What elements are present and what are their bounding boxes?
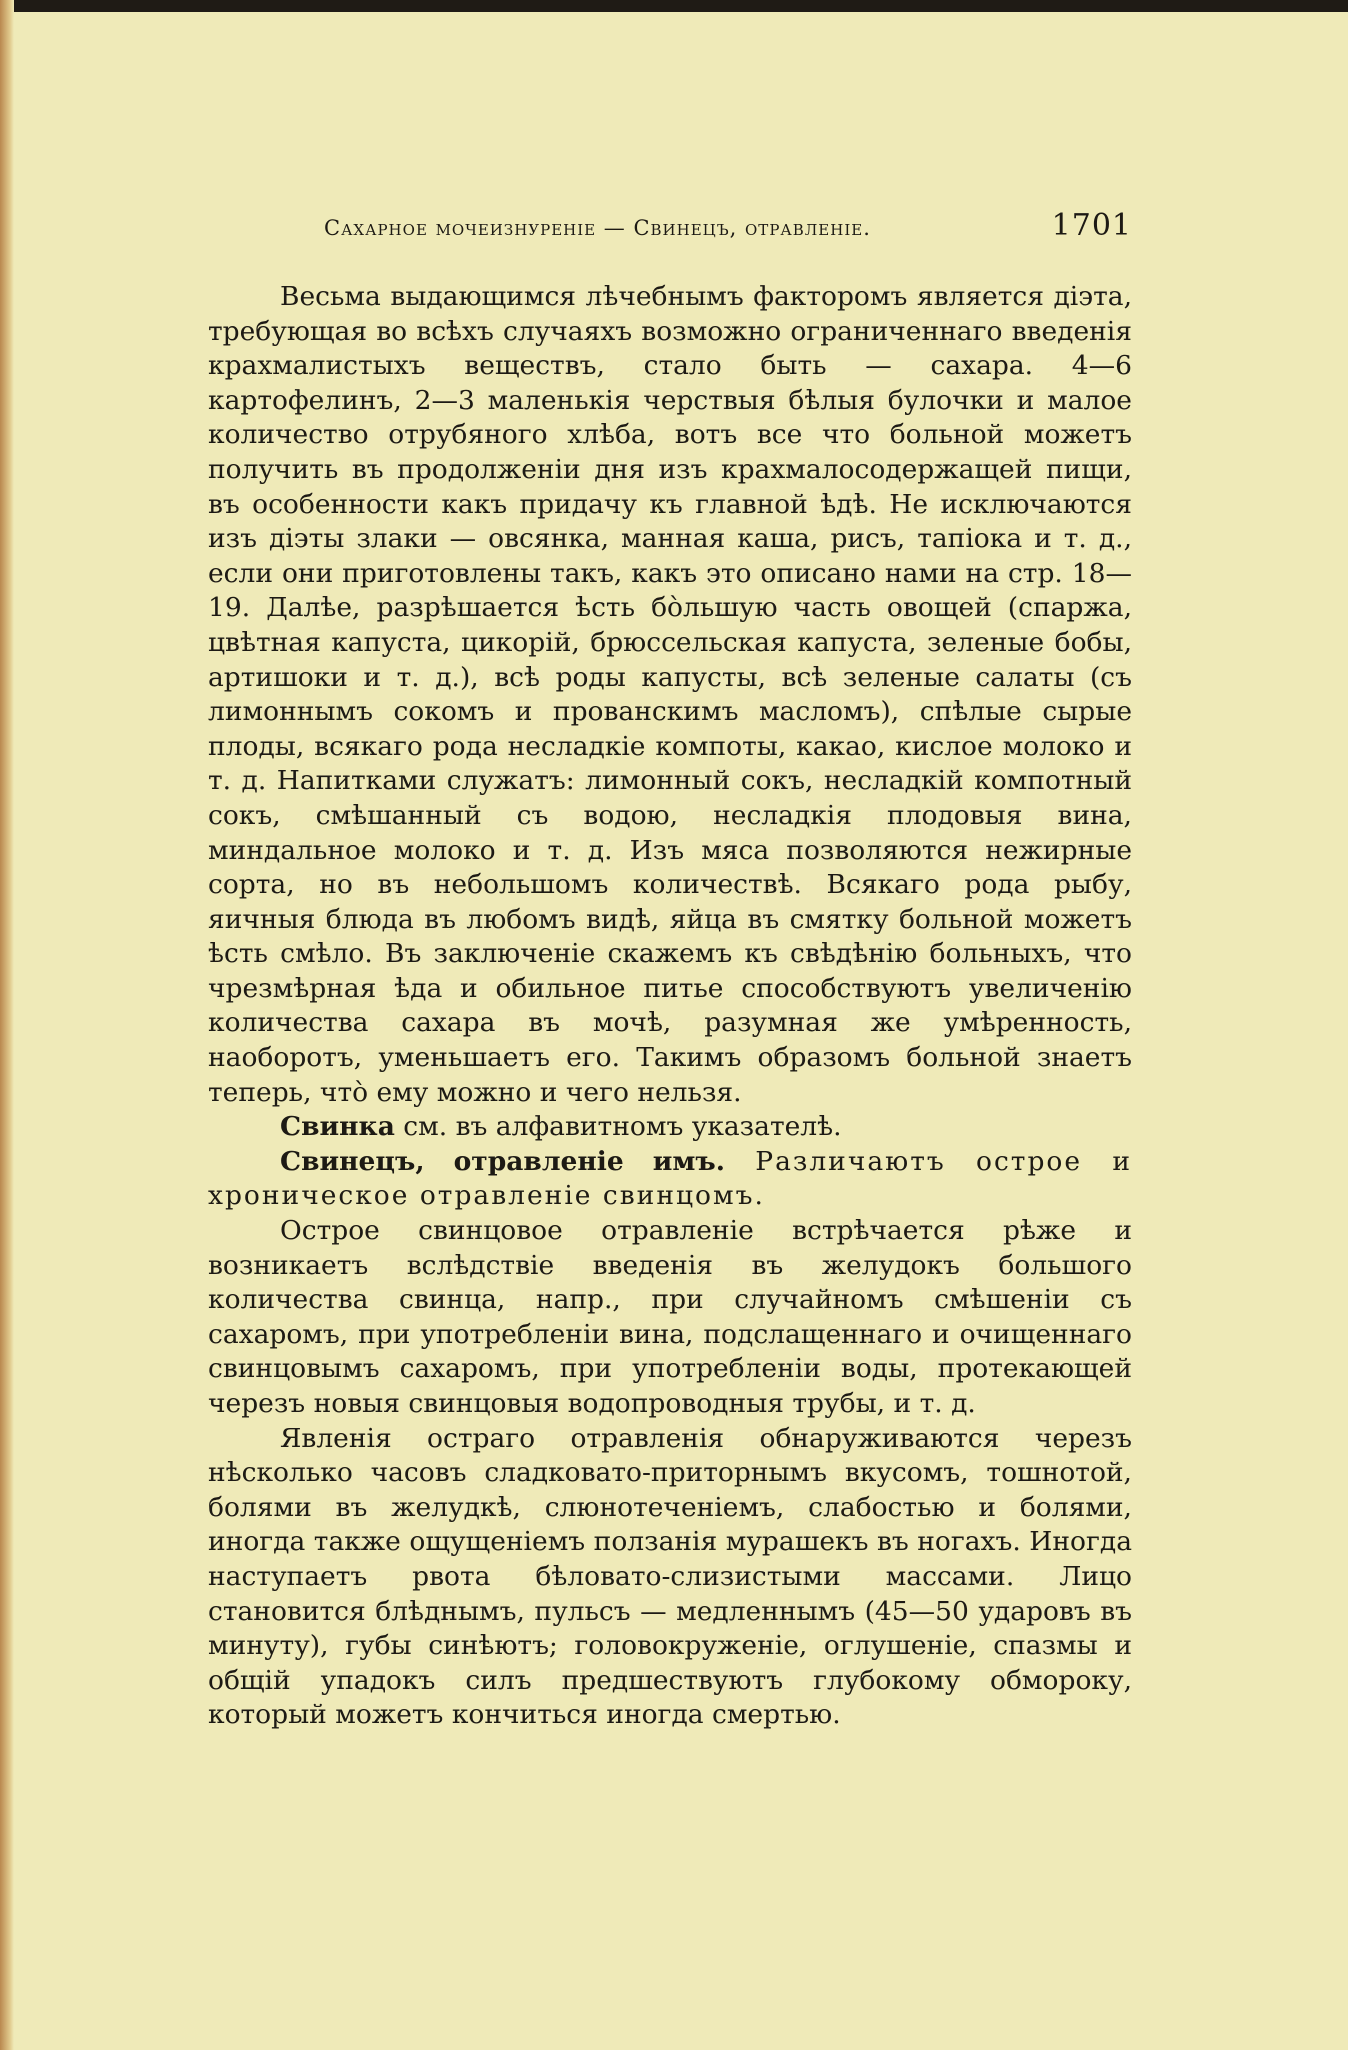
paragraph-lead-poisoning (208, 1145, 1132, 1214)
paragraph-diet: Весьма выдающимся лѣчебнымъ факторомъ является діэта, требующая во всѣхъ случаяхъ возможно ограниченнаго введенія крахмалистыхъ веществъ, стало быть — сахара. 4—6 картофелинъ, 2—3 маленькія черствыя бѣлыя булочки и малое количество отрубяного хлѣба, вотъ все что больной можетъ получить въ продолженіи дня изъ крахмалосодержащей пищи, въ особенности какъ придачу къ главной ѣдѣ. Не исключаются изъ діэты злаки — овсянка, манная каша, рисъ, тапіока и т. д., если они приготовлены такъ, какъ это описано нами на стр. 18—19. Далѣе, разрѣшается ѣсть бо̀льшую часть овощей (спаржа, цвѣтная капуста, цикорій, брюссельская капуста, зеленые бобы, артишоки и т. д.), всѣ роды капусты, всѣ зеленые салаты (съ лимоннымъ сокомъ и прованскимъ масломъ), спѣлые сырые плоды, всякаго рода несладкіе компоты, какао, кислое молоко и т. д. Напитками служатъ: лимонный сокъ, несладкій компотный сокъ, смѣшанный съ водою, несладкія плодовыя вина, миндальное молоко и т. д. Изъ мяса позволяются нежирные сорта, но въ небольшомъ количествѣ. Всякаго рода рыбу, яичныя блюда въ любомъ видѣ, яйца въ смятку больной можетъ ѣсть смѣло. Въ заключеніе скажемъ къ свѣдѣнію больныхъ, что чрезмѣрная ѣда и обильное питье способствуютъ увеличенію количества сахара въ мочѣ, разумная же умѣренность, наоборотъ, уменьшаетъ его. Такимъ образомъ больной знаетъ теперь, что̀ ему можно и чего нельзя. (208, 281, 1132, 1108)
paragraph-symptoms: Явленія остраго отравленія обнаруживаются черезъ нѣсколько часовъ сладковато-приторнымъ вкусомъ, тошнотой, болями въ желудкѣ, слюнотеченіемъ, слабостью и болями, иногда также ощущеніемъ ползанія мурашекъ въ ногахъ. Иногда наступаетъ рвота бѣловато-слизистыми массами. Лицо становится блѣднымъ, пульсъ — медленнымъ (45—50 ударовъ въ минуту), губы синѣютъ; головокруженіе, оглушеніе, спазмы и общій упадокъ силъ предшествуютъ глубокому обмороку, который можетъ кончиться иногда смертью. (208, 1422, 1132, 1731)
entry-heading-svinka: Свинка (280, 1111, 395, 1143)
entry-text-lead-poisoning: Различаютъ острое и хроническое отравленіе свинцомъ. (208, 1145, 1132, 1212)
entry-heading-lead-poisoning: Свинецъ, отравленіе имъ. (280, 1145, 725, 1177)
paragraph-acute-poisoning: Острое свинцовое отравленіе встрѣчается рѣже и возникаетъ вслѣдствіе введенія въ желудокъ большого количества свинца, напр., при случайномъ смѣшеніи съ сахаромъ, при употребленіи вина, подслащеннаго и очищеннаго свинцовымъ сахаромъ, при употребленіи воды, протекающей черезъ новыя свинцовыя водопроводныя трубы, и т. д. (208, 1215, 1132, 1419)
page-number: 1701 (1051, 208, 1132, 243)
scan-top-border (0, 0, 1348, 12)
paragraph-svinka (208, 1110, 1132, 1145)
page-binding-edge (0, 0, 14, 2050)
running-title: Сахарное мочеизнуреніе — Свинецъ, отравленіе. (324, 216, 871, 240)
entry-text-svinka: см. въ алфавитномъ указателѣ. (394, 1111, 842, 1143)
body-text (208, 280, 1132, 1733)
page-header (208, 208, 1132, 248)
